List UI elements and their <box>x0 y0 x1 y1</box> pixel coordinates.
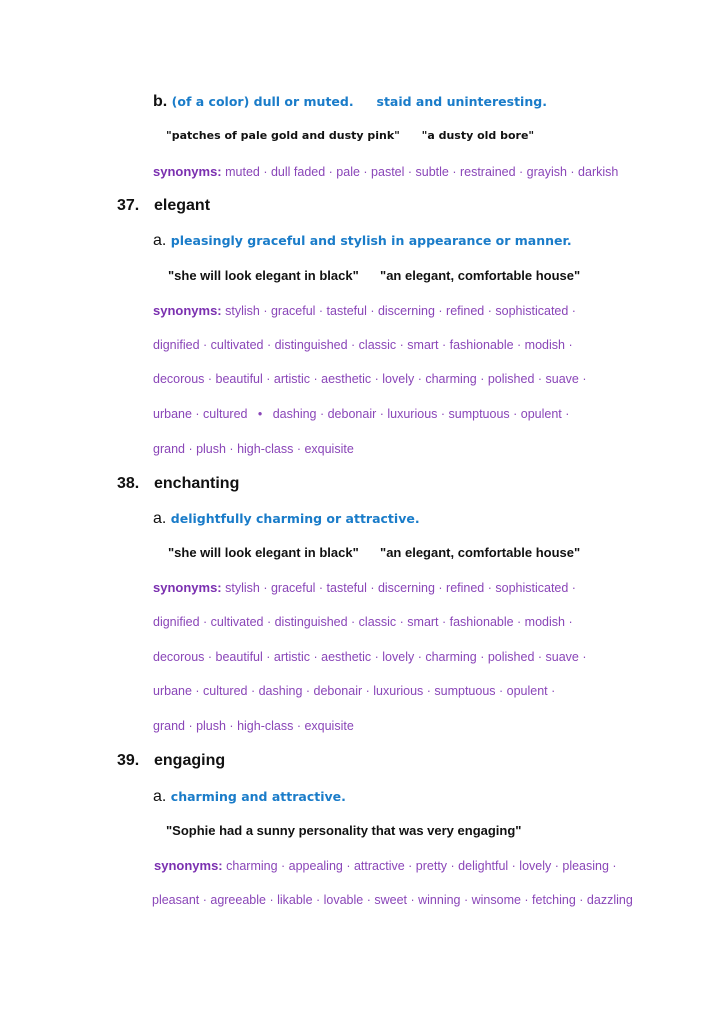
synonyms-label: synonyms: <box>154 858 223 873</box>
sense-letter: a. <box>153 510 167 527</box>
synonyms-line: grand · plush · high-class · exquisite <box>153 442 354 456</box>
synonyms-line <box>153 580 576 595</box>
examples <box>168 545 580 560</box>
example: "she will look elegant in black" <box>168 545 359 560</box>
definition: (of a color) dull or muted. <box>171 94 354 109</box>
synonyms-text: charming · appealing · attractive · pretty · delightful · lovely · pleasing · <box>226 859 617 873</box>
synonyms-line: urbane · cultured • dashing · debonair · luxurious · sumptuous · opulent · <box>153 407 570 421</box>
synonyms-line: urbane · cultured · dashing · debonair · luxurious · sumptuous · opulent · <box>153 684 556 698</box>
synonyms-text: stylish · graceful · tasteful · discerning · refined · sophisticated · <box>225 581 576 595</box>
example: "patches of pale gold and dusty pink" <box>166 129 400 142</box>
synonyms-line: dignified · cultivated · distinguished · classic · smart · fashionable · modish · <box>153 615 573 629</box>
examples <box>166 823 521 838</box>
synonyms-label: synonyms: <box>153 580 222 595</box>
entry-word: enchanting <box>154 475 240 492</box>
synonyms-line: decorous · beautiful · artistic · aesthetic · lovely · charming · polished · suave · <box>153 372 587 386</box>
definition: delightfully charming or attractive. <box>170 511 420 526</box>
entry-heading <box>117 475 239 493</box>
examples <box>166 129 534 142</box>
synonyms-line: decorous · beautiful · artistic · aesthetic · lovely · charming · polished · suave · <box>153 650 587 664</box>
definition: pleasingly graceful and stylish in appearance or manner. <box>170 233 572 248</box>
synonyms-line <box>154 858 617 873</box>
definition: charming and attractive. <box>170 789 346 804</box>
example: "an elegant, comfortable house" <box>380 545 581 560</box>
sense-line <box>153 510 420 528</box>
definition: staid and uninteresting. <box>376 94 547 109</box>
sense-line <box>153 232 572 250</box>
synonyms-text: stylish · graceful · tasteful · discerning · refined · sophisticated · <box>225 304 576 318</box>
entry-number: 39. <box>117 752 140 769</box>
entry-heading <box>117 197 210 215</box>
entry-word: engaging <box>154 752 226 769</box>
sense-letter: a. <box>153 788 167 805</box>
synonyms-line <box>153 303 576 318</box>
example: "Sophie had a sunny personality that was very engaging" <box>166 823 522 838</box>
synonyms-text: muted · dull faded · pale · pastel · subtle · restrained · grayish · darkish <box>225 165 619 179</box>
entry-number: 37. <box>117 197 140 214</box>
sense-line <box>153 788 346 806</box>
sense-b-line <box>153 93 547 111</box>
sense-letter: a. <box>153 232 167 249</box>
example: "an elegant, comfortable house" <box>380 268 581 283</box>
example: "she will look elegant in black" <box>168 268 359 283</box>
examples <box>168 268 580 283</box>
synonyms-line: grand · plush · high-class · exquisite <box>153 719 354 733</box>
synonyms-label: synonyms: <box>153 164 222 179</box>
entry-number: 38. <box>117 475 140 492</box>
synonyms-label: synonyms: <box>153 303 222 318</box>
synonyms-line: dignified · cultivated · distinguished · classic · smart · fashionable · modish · <box>153 338 573 352</box>
entry-word: elegant <box>154 197 211 214</box>
synonyms-line <box>153 164 618 179</box>
synonyms-line: pleasant · agreeable · likable · lovable · sweet · winning · winsome · fetching · dazzling <box>152 893 633 907</box>
entry-heading <box>117 752 225 770</box>
sense-letter: b. <box>153 93 168 110</box>
example: "a dusty old bore" <box>421 129 535 142</box>
